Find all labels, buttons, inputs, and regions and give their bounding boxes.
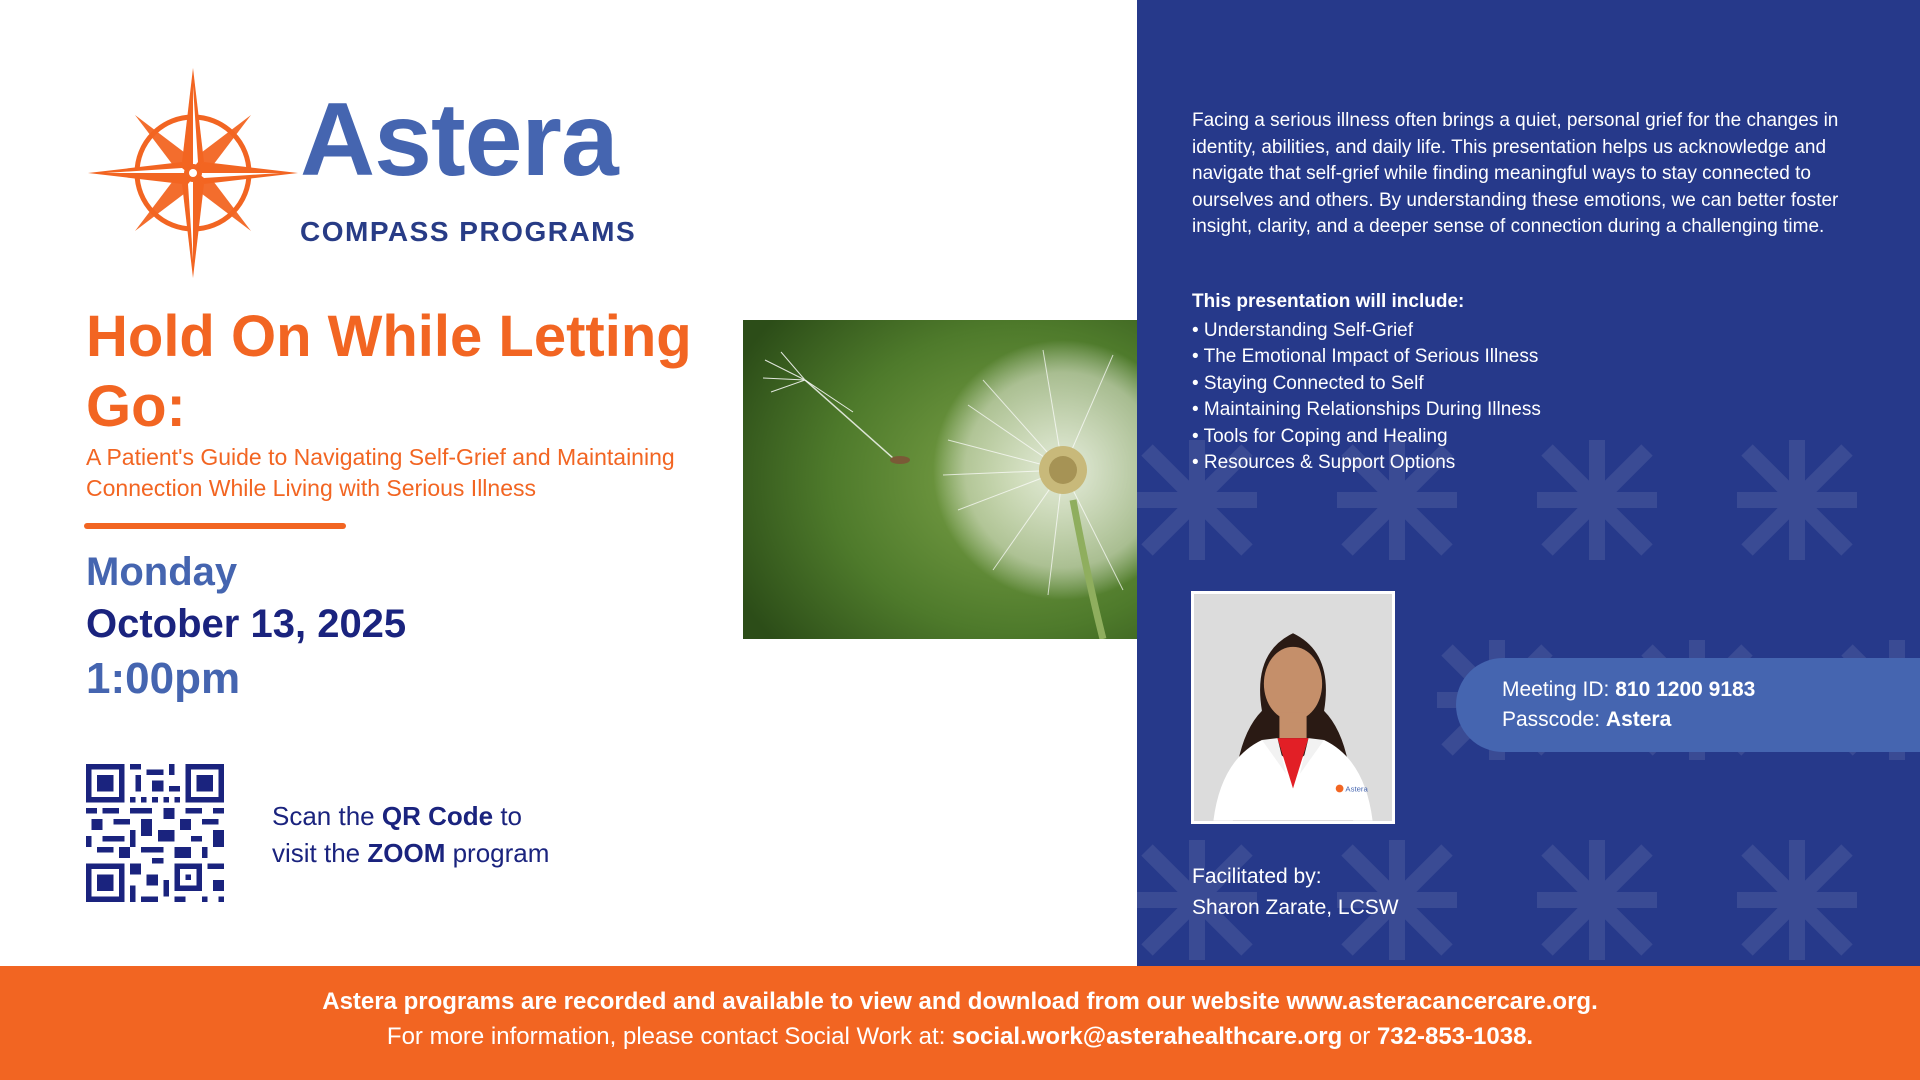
qr-code-icon[interactable]: [86, 764, 224, 902]
dandelion-photo: [743, 320, 1137, 639]
presentation-intro: Facing a serious illness often brings a quiet, personal grief for the changes in identity, abilities, and daily life. This presentation helps us acknowledge and navigate that self-grief while finding meaningful ways to stay connected to ourselves and others. By understanding these emotions, we can better foster insight, clarity, and a deeper sense of connection during a challenging time.: [1192, 110, 1839, 237]
event-day: Monday: [86, 550, 238, 594]
event-time: 1:00pm: [86, 654, 241, 703]
list-item: • Staying Connected to Self: [1192, 372, 1424, 394]
passcode: Passcode: Astera: [1502, 708, 1672, 731]
meeting-info: [1456, 658, 1920, 752]
contact-email-link[interactable]: social.work@asterahealthcare.org: [952, 1023, 1343, 1050]
qr-code-emphasis: QR Code: [381, 801, 494, 831]
event-date: October 13, 2025: [86, 602, 407, 646]
zoom-emphasis: ZOOM: [367, 838, 446, 868]
title-divider: [84, 523, 346, 529]
footer-banner: [0, 966, 1920, 1080]
compass-star-icon: [88, 68, 298, 278]
qr-instructions: Scan the QR Code to visit the ZOOM program: [272, 801, 550, 868]
list-item: • Tools for Coping and Healing: [1192, 425, 1448, 447]
list-item: • The Emotional Impact of Serious Illness: [1192, 346, 1539, 368]
footer-website-note: Astera programs are recorded and available to view and download from our website www.asteracancercare.org.: [322, 988, 1598, 1015]
facilitator-headshot: [1191, 591, 1395, 824]
list-item: • Understanding Self-Grief: [1192, 320, 1414, 341]
meeting-id: Meeting ID: 810 1200 9183: [1502, 678, 1756, 701]
contact-phone[interactable]: 732-853-1038.: [1376, 1023, 1534, 1050]
event-title: Hold On While Letting Go:: [86, 304, 692, 439]
includes-heading: This presentation will include:: [1192, 291, 1465, 312]
footer-contact: For more information, please contact Social Work at: social.work@asterahealthcare.org or 732-853-1038.: [386, 1023, 1534, 1050]
list-item: • Maintaining Relationships During Illness: [1192, 399, 1541, 421]
info-panel: [1137, 0, 1920, 966]
list-item: • Resources & Support Options: [1192, 452, 1456, 474]
event-subtitle: A Patient's Guide to Navigating Self-Grief and Maintaining Connection While Living with Serious Illness: [86, 444, 675, 501]
facilitator-name: Sharon Zarate, LCSW: [1192, 896, 1399, 919]
badge-text: Astera: [1345, 784, 1368, 794]
includes-list: [1192, 318, 1541, 476]
facilitator-credit: Facilitated by: Sharon Zarate, LCSW: [1192, 861, 1399, 923]
brand-name: Astera: [300, 82, 618, 198]
brand-subtitle: COMPASS PROGRAMS: [300, 216, 637, 247]
